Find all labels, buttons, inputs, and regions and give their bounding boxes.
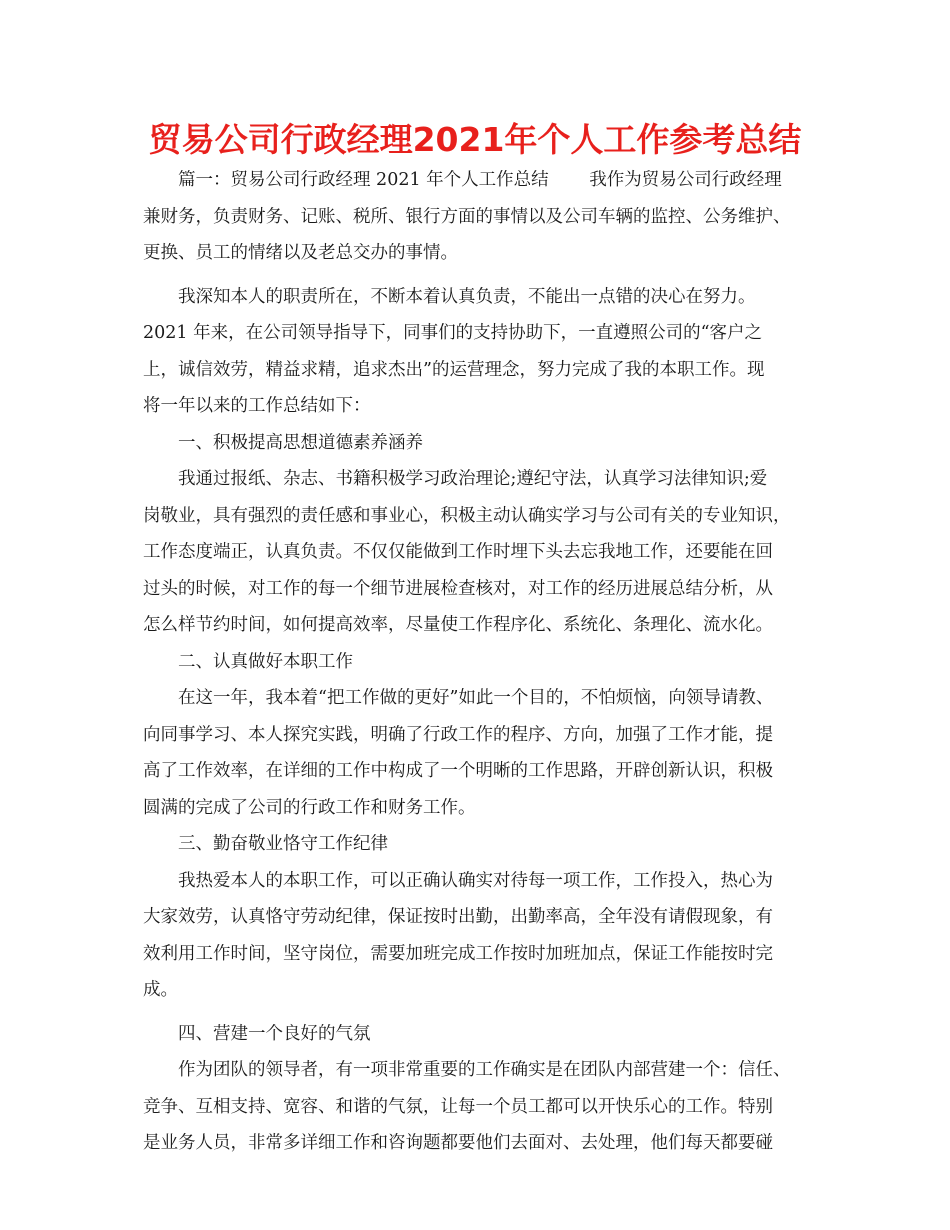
paragraph-line: 2021 年来，在公司领导指导下，同事们的支持协助下，一直遵照公司的“客户之: [143, 323, 763, 343]
document-body: [143, 162, 825, 1162]
section-heading: 三、勤奋敬业恪守工作纪律: [178, 834, 388, 854]
paragraph-line: 在这一年，我本着“把工作做的更好”如此一个目的，不怕烦恼，向领导请教、: [178, 688, 774, 708]
paragraph-line: 成。: [143, 980, 178, 1000]
paragraph-line: 是业务人员，非常多详细工作和咨询题都要他们去面对、去处理，他们每天都要碰: [143, 1133, 773, 1153]
paragraph-line: 上，诚信效劳，精益求精，追求杰出”的运营理念，努力完成了我的本职工作。现: [143, 359, 765, 380]
section-heading: 二、认真做好本职工作: [178, 651, 353, 672]
paragraph-line: 怎么样节约时间，如何提高效率，尽量使工作程序化、系统化、条理化、流水化。: [143, 615, 773, 635]
paragraph-line: 向同事学习、本人探究实践，明确了行政工作的程序、方向，加强了工作才能，提: [143, 724, 773, 745]
paragraph-line: 更换、员工的情绪以及老总交办的事情。: [143, 243, 458, 263]
paragraph-line: 高了工作效率，在详细的工作中构成了一个明晰的工作思路，开辟创新认识，积极: [143, 761, 773, 781]
paragraph-line: 效利用工作时间，坚守岗位，需要加班完成工作按时加班加点，保证工作能按时完: [143, 943, 773, 964]
paragraph-line: 工作态度端正，认真负责。不仅仅能做到工作时埋下头去忘我地工作，还要能在回: [143, 542, 773, 562]
paragraph-line: 大家效劳，认真恪守劳动纪律，保证按时出勤，出勤率高，全年没有请假现象，有: [143, 907, 773, 927]
paragraph-line: 我通过报纸、杂志、书籍积极学习政治理论;遵纪守法，认真学习法律知识;爱: [178, 469, 768, 489]
paragraph-line: 作为团队的领导者，有一项非常重要的工作确实是在团队内部营建一个：信任、: [178, 1060, 791, 1080]
paragraph-line: 将一年以来的工作总结如下：: [143, 396, 371, 416]
paragraph-line: 我热爱本人的本职工作，可以正确认确实对待每一项工作，工作投入，热心为: [178, 870, 773, 891]
paragraph-line: 竞争、互相支持、宽容、和谐的气氛，让每一个员工都可以开快乐心的工作。特别: [143, 1096, 773, 1117]
paragraph-line: 过头的时候，对工作的每一个细节进展检查核对，对工作的经历进展总结分析，从: [143, 578, 773, 599]
paragraph-gap: [143, 272, 825, 279]
section-heading: 四、营建一个良好的气氛: [178, 1023, 371, 1044]
document-title: 贸易公司行政经理2021年个人工作参考总结: [148, 120, 802, 159]
paragraph-gap: [143, 1009, 825, 1016]
paragraph-line: 兼财务，负责财务、记账、税所、银行方面的事情以及公司车辆的监控、公务维护、: [143, 206, 791, 227]
paragraph-line: 我深知本人的职责所在，不断本着认真负责，不能出一点错的决心在努力。: [178, 286, 756, 307]
paragraph-line: 篇一：贸易公司行政经理 2021 年个人工作总结 我作为贸易公司行政经理: [178, 170, 782, 190]
paragraph-line: 圆满的完成了公司的行政工作和财务工作。: [143, 797, 476, 818]
paragraph-line: 岗敬业，具有强烈的责任感和事业心，积极主动认确实学习与公司有关的专业知识，: [143, 505, 791, 526]
section-heading: 一、积极提高思想道德素养涵养: [178, 432, 423, 453]
